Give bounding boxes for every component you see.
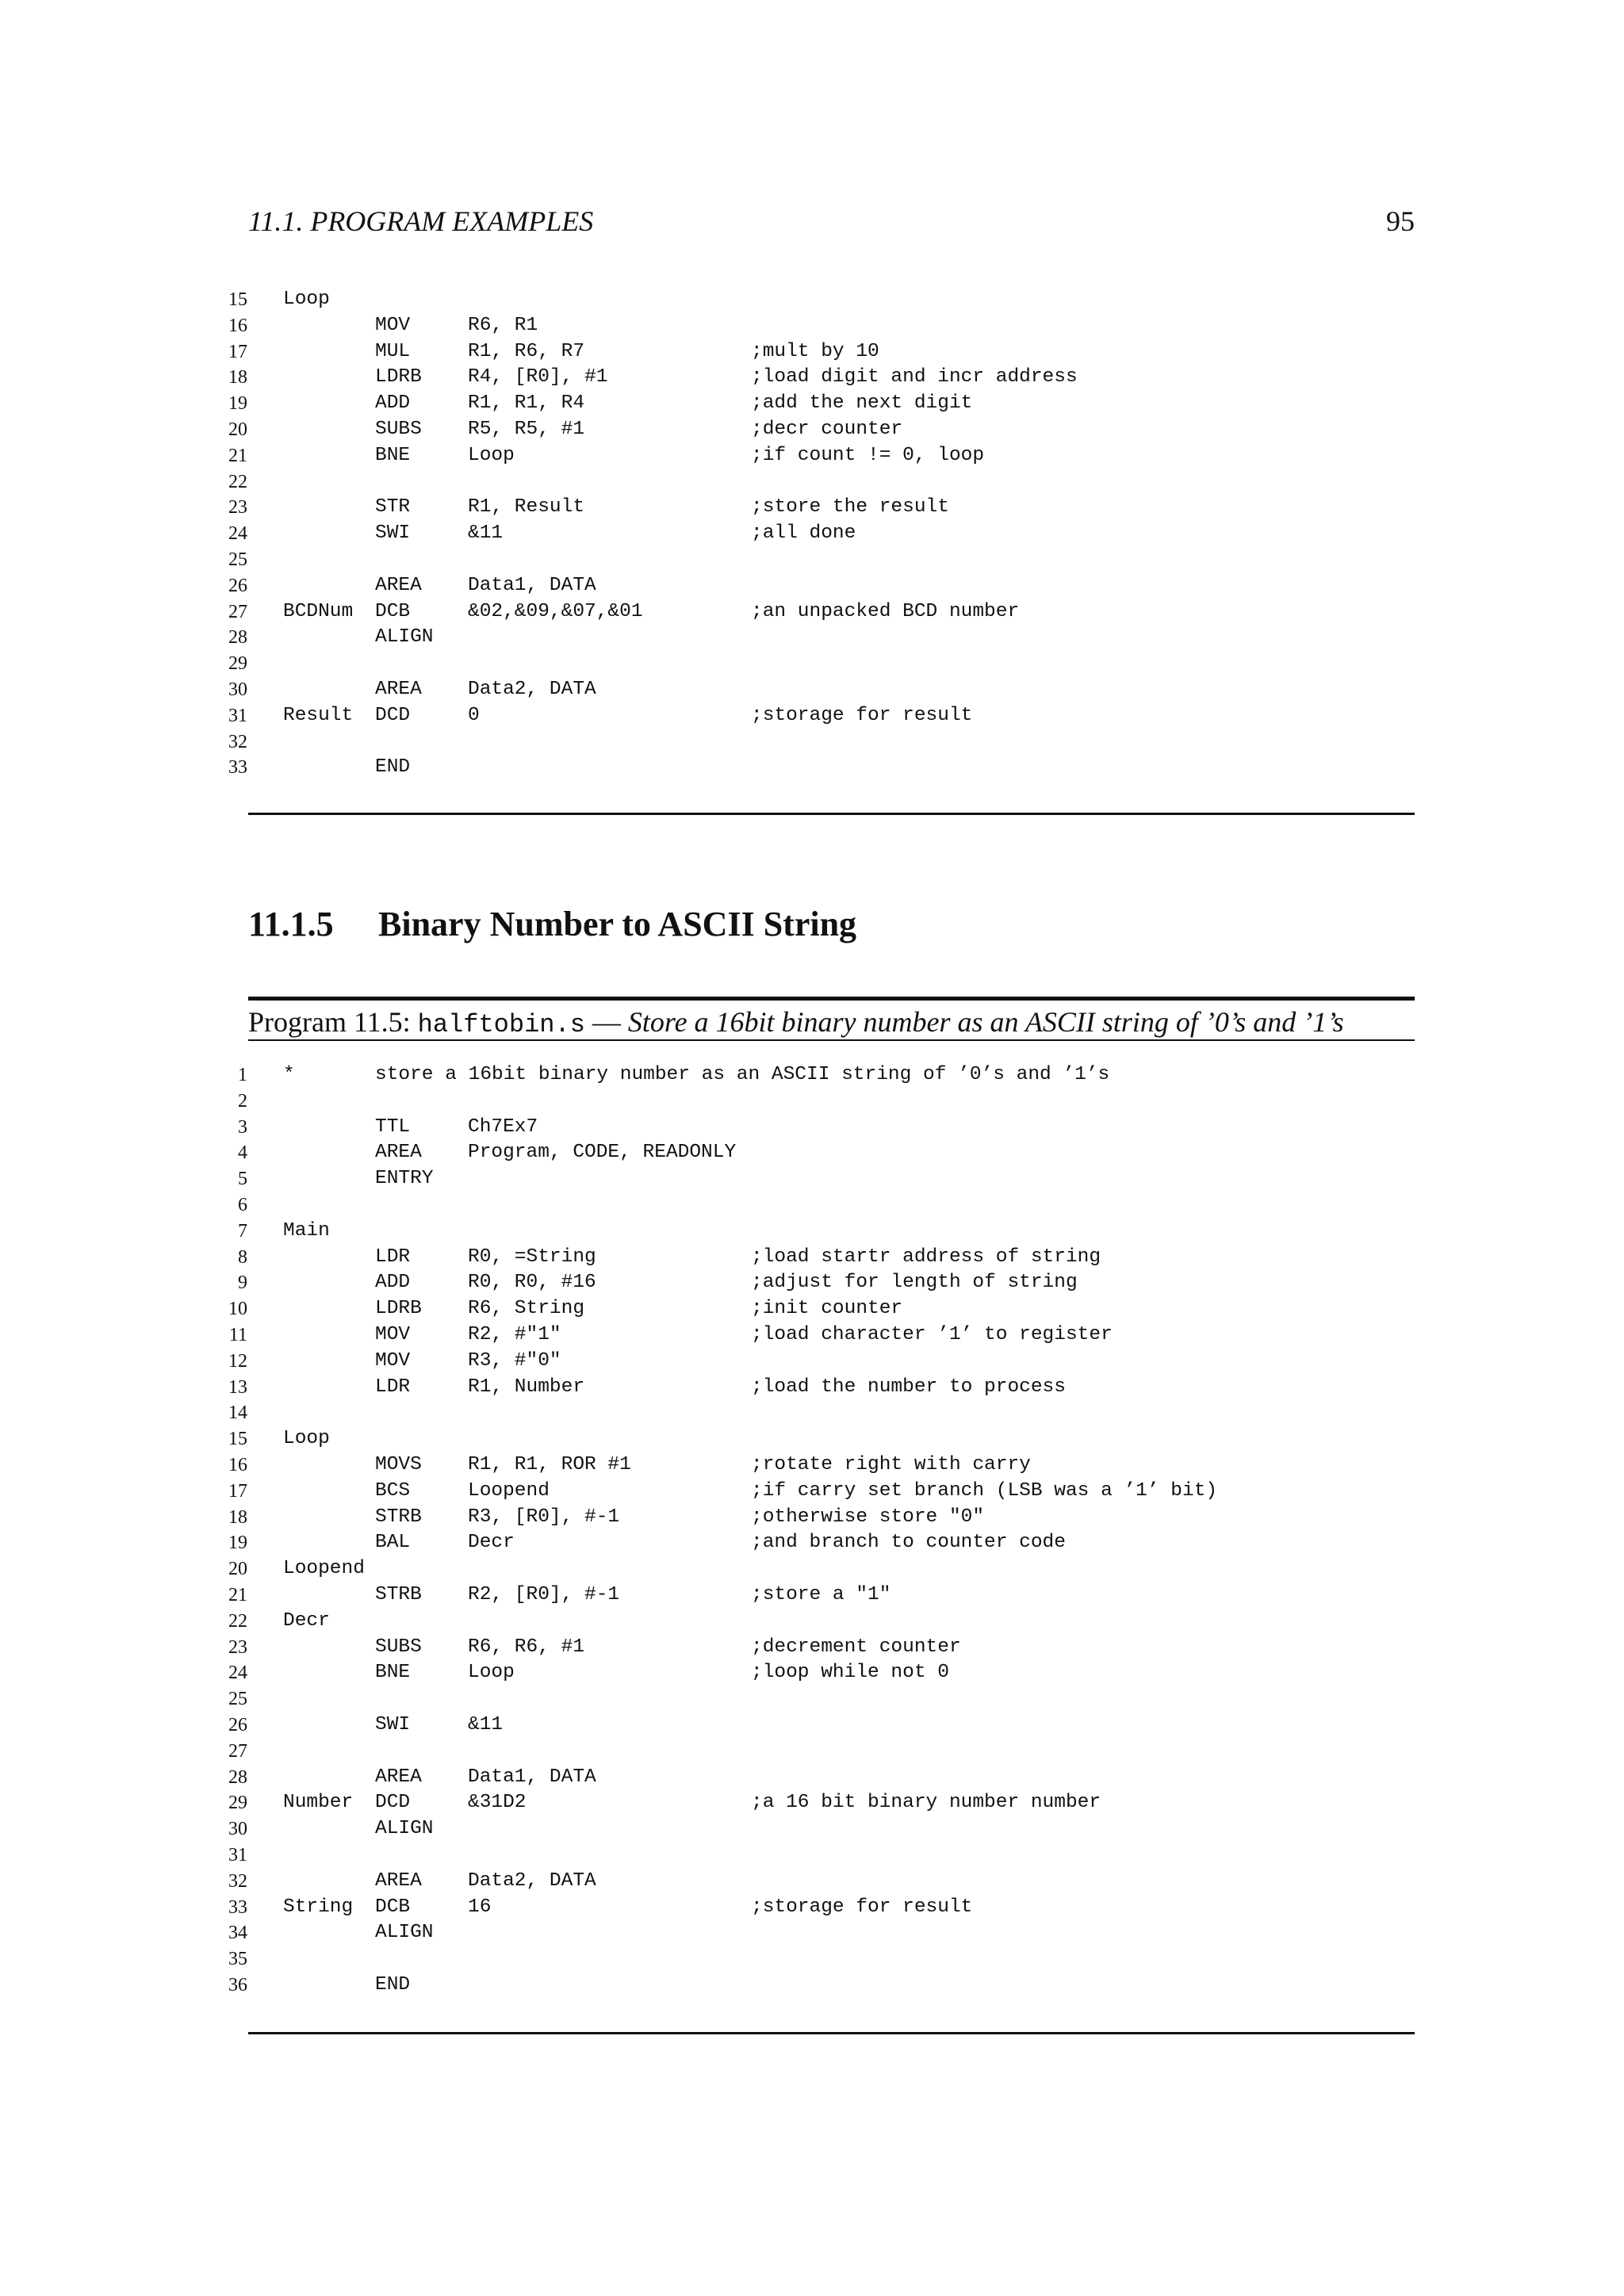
code-mnemonic: MOV	[375, 1323, 411, 1345]
line-number: 32	[228, 1870, 247, 1892]
section-title: Binary Number to ASCII String	[378, 905, 857, 943]
code-operands: R1, R1, ROR #1	[468, 1453, 631, 1475]
code-operands: R4, [R0], #1	[468, 366, 608, 388]
code-mnemonic: AREA	[375, 1869, 422, 1892]
code-mnemonic: LDR	[375, 1376, 411, 1398]
code-mnemonic: BCS	[375, 1479, 411, 1502]
code-mnemonic: END	[375, 1973, 411, 1996]
code-operands: R2, [R0], #-1	[468, 1583, 620, 1605]
code-mnemonic: SUBS	[375, 418, 422, 440]
line-number: 18	[228, 367, 247, 388]
line-number: 7	[238, 1220, 247, 1242]
line-number: 19	[228, 1533, 247, 1554]
line-number: 33	[228, 757, 247, 779]
line-number: 8	[238, 1246, 247, 1268]
code-comment: ;if count != 0, loop	[751, 444, 985, 466]
section-heading	[248, 902, 856, 947]
code-operands: R0, R0, #16	[468, 1272, 596, 1294]
code-mnemonic: DCB	[375, 1896, 411, 1918]
code-operands: 0	[468, 704, 480, 726]
page-number: 95	[1386, 205, 1415, 237]
line-number: 15	[228, 289, 247, 310]
code-mnemonic: BNE	[375, 444, 411, 466]
code-mnemonic: AREA	[375, 1142, 422, 1164]
code-comment: ;load the number to process	[751, 1376, 1066, 1398]
line-number: 10	[228, 1299, 247, 1320]
code-operands: R1, R6, R7	[468, 340, 585, 362]
code-label: *	[283, 1064, 295, 1085]
code-mnemonic: MOV	[375, 314, 411, 336]
caption-description: Store a 16bit binary number as an ASCII string of ’0’s and ’1’s	[627, 1006, 1344, 1038]
code-operands: &11	[468, 522, 504, 545]
code-operands: Data2, DATA	[468, 1869, 596, 1892]
code-operands: R5, R5, #1	[468, 418, 585, 440]
code-mnemonic: STR	[375, 496, 411, 519]
line-number: 25	[228, 549, 247, 570]
code-mnemonic: SWI	[375, 522, 411, 545]
line-number: 2	[238, 1090, 247, 1112]
code-label: Main	[283, 1219, 330, 1242]
line-number: 23	[228, 1636, 247, 1658]
code-operands: R6, R6, #1	[468, 1636, 585, 1658]
code-operands: Data1, DATA	[468, 574, 596, 596]
code-mnemonic: LDRB	[375, 366, 422, 388]
line-number: 22	[228, 471, 247, 492]
line-number: 25	[228, 1689, 247, 1710]
line-number: 33	[228, 1896, 247, 1918]
line-number: 36	[228, 1974, 247, 1996]
code-mnemonic: ADD	[375, 392, 411, 415]
line-number: 30	[228, 1819, 247, 1840]
line-number: 5	[238, 1169, 247, 1190]
code-operands: Loop	[468, 1662, 515, 1684]
code-comment: ;loop while not 0	[751, 1662, 949, 1684]
code-mnemonic: END	[375, 756, 411, 779]
line-number: 35	[228, 1949, 247, 1970]
code-mnemonic: AREA	[375, 678, 422, 700]
code-comment: ;decr counter	[751, 418, 903, 440]
code-mnemonic: BAL	[375, 1532, 411, 1554]
line-number: 22	[228, 1610, 247, 1632]
code-operands: 16	[468, 1896, 492, 1918]
line-number: 26	[228, 1714, 247, 1735]
code-comment: ;a 16 bit binary number number	[751, 1792, 1101, 1814]
code-label: Result	[283, 704, 354, 726]
code-operands: R1, Number	[468, 1376, 585, 1398]
code-comment: ;otherwise store "0"	[751, 1506, 985, 1528]
code-label: String	[283, 1896, 354, 1918]
code-mnemonic: DCB	[375, 600, 411, 622]
code-mnemonic: SWI	[375, 1713, 411, 1735]
code-mnemonic: store a 16bit binary number as an ASCII string of ’0’s and ’1’s	[375, 1064, 1110, 1085]
line-number: 15	[228, 1429, 247, 1450]
code-mnemonic: ALIGN	[375, 1818, 434, 1840]
code-operands: R0, =String	[468, 1246, 596, 1268]
code-operands: R6, String	[468, 1298, 585, 1320]
code-comment: ;rotate right with carry	[751, 1453, 1031, 1475]
program-caption	[248, 1004, 1415, 1043]
code-label: Decr	[283, 1609, 330, 1632]
line-number: 23	[228, 497, 247, 519]
code-comment: ;storage for result	[751, 704, 973, 726]
code-mnemonic: SUBS	[375, 1636, 422, 1658]
code-label: Number	[283, 1792, 354, 1814]
line-number: 21	[228, 445, 247, 466]
code-mnemonic: ALIGN	[375, 626, 434, 649]
code-comment: ;adjust for length of string	[751, 1272, 1078, 1294]
code-operands: Ch7Ex7	[468, 1115, 538, 1138]
code-comment: ;store a "1"	[751, 1583, 891, 1605]
code-comment: ;load character ’1’ to register	[751, 1323, 1113, 1345]
code-operands: Data1, DATA	[468, 1766, 596, 1788]
code-label: Loop	[283, 289, 330, 310]
code-mnemonic: AREA	[375, 574, 422, 596]
code-operands: R1, R1, R4	[468, 392, 585, 415]
code-operands: &31D2	[468, 1792, 527, 1814]
code-label: Loopend	[283, 1558, 365, 1580]
code-mnemonic: LDRB	[375, 1298, 422, 1320]
code-operands: Loop	[468, 444, 515, 466]
line-number: 6	[238, 1194, 247, 1215]
listing-end-rule-2	[248, 2032, 1415, 2034]
code-operands: &11	[468, 1713, 504, 1735]
line-number: 24	[228, 1663, 247, 1684]
code-mnemonic: BNE	[375, 1662, 411, 1684]
line-number: 27	[228, 1740, 247, 1762]
code-mnemonic: AREA	[375, 1766, 422, 1788]
line-number: 29	[228, 1793, 247, 1814]
code-comment: ;an unpacked BCD number	[751, 600, 1020, 622]
code-mnemonic: MOV	[375, 1349, 411, 1372]
line-number: 19	[228, 393, 247, 415]
code-mnemonic: DCD	[375, 704, 411, 726]
line-number: 4	[238, 1142, 247, 1164]
code-mnemonic: ADD	[375, 1272, 411, 1294]
code-mnemonic: STRB	[375, 1506, 422, 1528]
code-comment: ;and branch to counter code	[751, 1532, 1066, 1554]
code-mnemonic: ALIGN	[375, 1922, 434, 1944]
code-mnemonic: MOVS	[375, 1453, 422, 1475]
line-number: 31	[228, 1844, 247, 1866]
code-operands: Decr	[468, 1532, 515, 1554]
code-comment: ;decrement counter	[751, 1636, 961, 1658]
line-number: 24	[228, 523, 247, 545]
code-operands: &02,&09,&07,&01	[468, 600, 643, 622]
code-comment: ;init counter	[751, 1298, 903, 1320]
line-number: 16	[228, 1454, 247, 1475]
code-operands: R3, [R0], #-1	[468, 1506, 620, 1528]
line-number: 18	[228, 1506, 247, 1528]
code-operands: Data2, DATA	[468, 678, 596, 700]
code-mnemonic: STRB	[375, 1583, 422, 1605]
line-number: 17	[228, 341, 247, 362]
line-number: 21	[228, 1584, 247, 1605]
line-number: 30	[228, 679, 247, 700]
code-comment: ;storage for result	[751, 1896, 973, 1918]
line-number: 17	[228, 1480, 247, 1502]
code-label: BCDNum	[283, 600, 354, 622]
code-operands: Program, CODE, READONLY	[468, 1142, 737, 1164]
code-operands: R2, #"1"	[468, 1323, 561, 1345]
line-number: 14	[228, 1402, 247, 1424]
code-comment: ;store the result	[751, 496, 949, 519]
line-number: 27	[228, 601, 247, 622]
line-number: 29	[228, 653, 247, 675]
line-number: 28	[228, 1766, 247, 1788]
code-mnemonic: DCD	[375, 1792, 411, 1814]
code-operands: R1, Result	[468, 496, 585, 519]
line-number: 1	[238, 1065, 247, 1085]
line-number: 16	[228, 315, 247, 336]
code-operands: Loopend	[468, 1479, 550, 1502]
code-comment: ;load digit and incr address	[751, 366, 1078, 388]
line-number: 11	[228, 1324, 247, 1345]
line-number: 12	[228, 1350, 247, 1372]
listing-end-rule	[248, 813, 1415, 815]
code-comment: ;load startr address of string	[751, 1246, 1101, 1268]
line-number: 34	[228, 1923, 247, 1944]
code-mnemonic: LDR	[375, 1246, 411, 1268]
caption-dash: —	[584, 1006, 628, 1038]
line-number: 26	[228, 575, 247, 596]
caption-bottom-rule	[248, 1039, 1415, 1041]
code-comment: ;mult by 10	[751, 340, 879, 362]
line-number: 31	[228, 705, 247, 726]
code-operands: R3, #"0"	[468, 1349, 561, 1372]
caption-prefix: Program 11.5:	[248, 1006, 418, 1038]
caption-top-rule	[248, 997, 1415, 1001]
caption-filename: halftobin.s	[417, 1010, 585, 1039]
line-number: 20	[228, 419, 247, 440]
code-comment: ;all done	[751, 522, 856, 545]
code-comment: ;if carry set branch (LSB was a ’1’ bit)	[751, 1479, 1218, 1502]
code-mnemonic: TTL	[375, 1115, 411, 1138]
line-number: 13	[228, 1376, 247, 1398]
code-operands: R6, R1	[468, 314, 538, 336]
code-comment: ;add the next digit	[751, 392, 973, 415]
line-number: 32	[228, 731, 247, 752]
line-number: 9	[238, 1272, 247, 1294]
code-mnemonic: ENTRY	[375, 1168, 434, 1190]
line-number: 20	[228, 1559, 247, 1580]
line-number: 3	[238, 1116, 247, 1138]
running-head: 11.1. PROGRAM EXAMPLES	[248, 205, 594, 237]
section-number: 11.1.5	[248, 905, 334, 943]
line-number: 28	[228, 627, 247, 649]
code-mnemonic: MUL	[375, 340, 411, 362]
code-label: Loop	[283, 1428, 330, 1450]
